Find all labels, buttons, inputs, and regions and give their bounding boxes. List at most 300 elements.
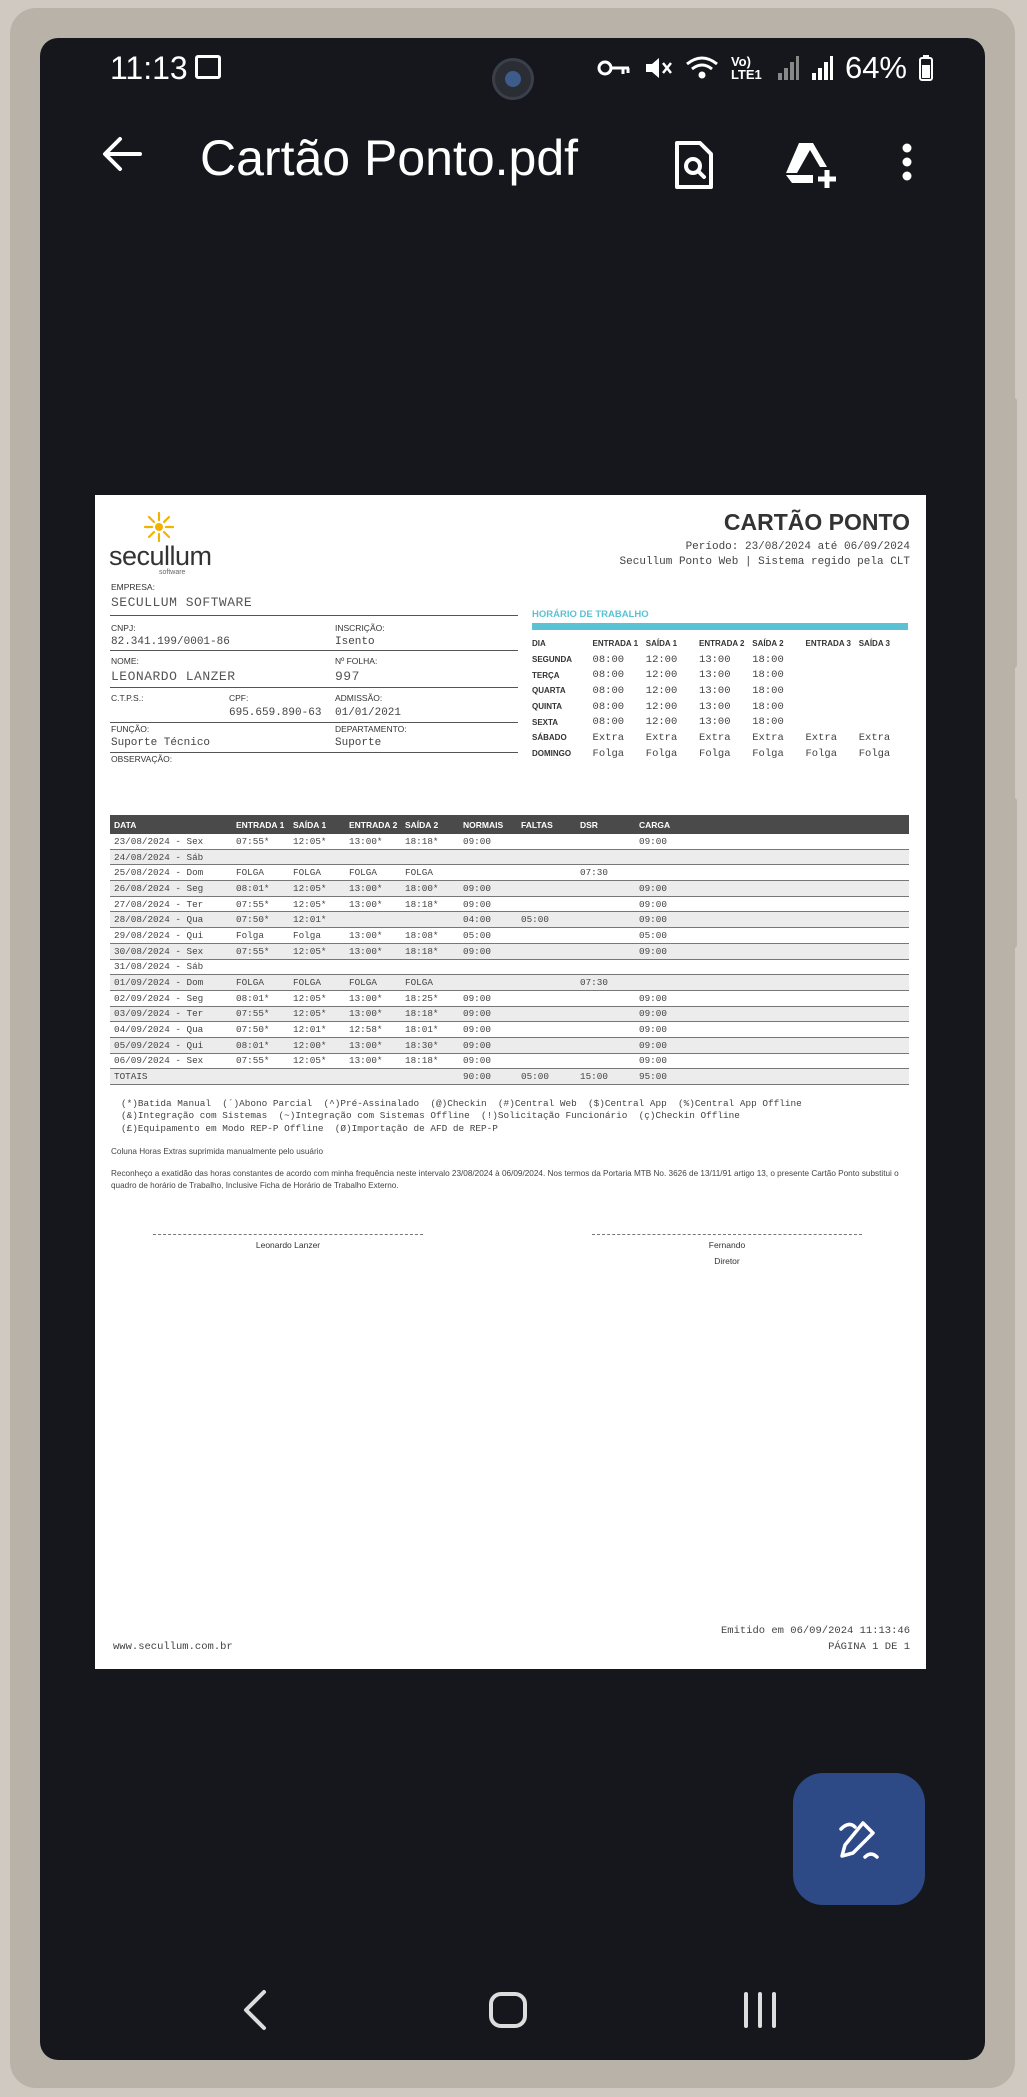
status-icons — [597, 50, 933, 86]
cpf-value: 695.659.890-63 — [229, 707, 322, 719]
punch-cell — [517, 990, 576, 1006]
punch-cell: 05:00 — [517, 1069, 576, 1085]
punch-cell — [576, 896, 635, 912]
punch-row — [110, 1022, 909, 1038]
nome-value: LEONARDO LANZER — [111, 669, 236, 684]
schedule-day: DOMINGO — [532, 749, 572, 759]
punch-cell: 13:00* — [345, 834, 401, 849]
punch-cell: 90:00 — [459, 1069, 517, 1085]
punch-cell: 07:55* — [232, 896, 289, 912]
punch-cell: 29/08/2024 - Qui — [110, 928, 232, 944]
punch-cell — [401, 1069, 459, 1085]
punch-cell: 06/09/2024 - Sex — [110, 1053, 232, 1069]
schedule-time: 08:00 — [592, 669, 625, 682]
manager-role: Diretor — [714, 1256, 740, 1266]
punch-cell: 12:00* — [289, 1037, 345, 1053]
punch-body — [110, 834, 909, 1085]
schedule-time: 13:00 — [699, 669, 731, 682]
punch-cell — [635, 959, 909, 975]
legend-line: (*)Batida Manual (´)Abono Parcial (^)Pré-Assinalado (@)Checkin (#)Central Web ($)Central App (%)Central App Offline — [121, 1098, 802, 1109]
punch-cell — [345, 849, 401, 865]
pen-icon — [833, 1813, 885, 1865]
punch-cell: 09:00 — [635, 881, 909, 897]
schedule-time — [805, 699, 858, 715]
punch-cell: 09:00 — [635, 1006, 909, 1022]
punch-cell: 13:00* — [345, 990, 401, 1006]
navigation-bar — [40, 1968, 985, 2058]
battery-percent: 64% — [844, 50, 907, 85]
punch-row — [110, 881, 909, 897]
punch-cell — [232, 849, 289, 865]
schedule-time: Extra — [752, 731, 784, 744]
schedule-day: TERÇA — [532, 670, 560, 680]
punch-cell — [517, 1037, 576, 1053]
punch-cell: 25/08/2024 - Dom — [110, 865, 232, 881]
schedule-row — [532, 683, 912, 699]
arrow-left-icon — [100, 134, 144, 174]
punch-cell: 09:00 — [635, 912, 909, 928]
punch-cell — [401, 849, 459, 865]
admissao-label: ADMISSÃO: — [335, 693, 383, 703]
punch-cell — [517, 1006, 576, 1022]
schedule-time: Extra — [592, 731, 625, 744]
punch-cell: FOLGA — [345, 975, 401, 991]
schedule-header: DIA — [532, 639, 546, 649]
page-title: Cartão Ponto.pdf — [200, 130, 579, 186]
ctps-label: C.T.P.S.: — [111, 693, 144, 703]
punch-cell: 15:00 — [576, 1069, 635, 1085]
punch-cell — [517, 881, 576, 897]
schedule-body — [532, 652, 912, 762]
punch-cell — [459, 849, 517, 865]
schedule-time — [859, 683, 912, 699]
employee-signature-name: Leonardo Lanzer — [255, 1240, 321, 1250]
punch-cell: FOLGA — [401, 865, 459, 881]
punch-cell: 09:00 — [635, 834, 909, 849]
punch-cell: 13:00* — [345, 1006, 401, 1022]
punch-cell — [576, 1006, 635, 1022]
admissao-value: 01/01/2021 — [335, 707, 402, 719]
punch-cell: 09:00 — [635, 896, 909, 912]
punch-cell — [232, 1069, 289, 1085]
punch-cell — [345, 1069, 401, 1085]
gallery-notification-icon — [195, 55, 221, 79]
divider — [110, 687, 518, 688]
punch-cell: Folga — [232, 928, 289, 944]
punch-cell — [576, 1037, 635, 1053]
legend-line: (£)Equipamento em Modo REP-P Offline (Ø)Importação de AFD de REP-P — [121, 1122, 498, 1134]
legend-line: (&)Integração com Sistemas (~)Integração com Sistemas Offline (!)Solicitação Funcionário (ç)Checkin Offline — [121, 1110, 740, 1122]
punch-cell: 28/08/2024 - Qua — [110, 912, 232, 928]
schedule-header: SAÍDA 1 — [645, 639, 678, 649]
punch-cell: 13:00* — [345, 1053, 401, 1069]
punch-row — [110, 928, 909, 944]
status-time: 11:13 — [110, 50, 188, 86]
punch-cell: 18:30* — [401, 1037, 459, 1053]
schedule-time: 13:00 — [699, 653, 731, 666]
nav-recents-icon — [740, 1988, 780, 2032]
note-extras: Coluna Horas Extras suprimida manualmente pelo usuário — [111, 1147, 324, 1156]
punch-header: NORMAIS — [459, 815, 517, 834]
punch-cell: 27/08/2024 - Ter — [110, 896, 232, 912]
punch-row — [110, 959, 909, 975]
punch-cell: 12:05* — [289, 834, 345, 849]
schedule-time: 13:00 — [699, 684, 731, 697]
punch-cell: 23/08/2024 - Sex — [110, 834, 232, 849]
add-to-drive-button[interactable] — [783, 140, 827, 184]
schedule-time: 18:00 — [752, 669, 784, 682]
punch-cell — [345, 959, 401, 975]
more-options-button[interactable] — [900, 140, 944, 184]
punch-cell — [517, 943, 576, 959]
punch-cell: FOLGA — [232, 865, 289, 881]
schedule-time: 13:00 — [699, 716, 731, 729]
signal-icon — [777, 55, 799, 81]
punch-cell: 12:01* — [289, 1022, 345, 1038]
punch-row — [110, 975, 909, 991]
schedule-time: 08:00 — [592, 700, 625, 713]
punch-cell: TOTAIS — [110, 1069, 232, 1085]
schedule-time: 08:00 — [592, 684, 625, 697]
schedule-day: SÁBADO — [532, 733, 567, 743]
punch-cell: 12:05* — [289, 1006, 345, 1022]
punch-cell — [517, 959, 576, 975]
punch-cell — [576, 943, 635, 959]
schedule-row — [532, 699, 912, 715]
punch-cell: 09:00 — [459, 896, 517, 912]
punch-cell — [459, 865, 517, 881]
punch-cell: 12:05* — [289, 896, 345, 912]
punch-cell — [576, 849, 635, 865]
screen — [40, 38, 985, 2060]
schedule-time: 12:00 — [645, 669, 678, 682]
mute-icon — [643, 55, 673, 81]
schedule-header-row — [532, 636, 912, 652]
punch-cell: 01/09/2024 - Dom — [110, 975, 232, 991]
punch-cell: 08:01* — [232, 881, 289, 897]
punch-row — [110, 912, 909, 928]
cnpj-label: CNPJ: — [111, 623, 136, 633]
schedule-time — [805, 652, 858, 668]
wifi-icon — [685, 55, 719, 81]
punch-cell: 18:25* — [401, 990, 459, 1006]
drive-add-icon — [783, 140, 839, 190]
punch-cell — [517, 896, 576, 912]
punch-cell: 05/09/2024 - Qui — [110, 1037, 232, 1053]
schedule-time — [859, 667, 912, 683]
punch-row — [110, 943, 909, 959]
key-icon — [597, 56, 631, 80]
punch-cell — [459, 975, 517, 991]
nav-home-button[interactable] — [488, 1988, 528, 2037]
punch-cell: 07:50* — [232, 1022, 289, 1038]
funcao-value: Suporte Técnico — [111, 737, 211, 749]
folha-value: 997 — [335, 669, 360, 684]
punch-cell — [517, 1053, 576, 1069]
schedule-row — [532, 746, 912, 762]
cpf-label: CPF: — [229, 693, 249, 703]
legend — [121, 1098, 802, 1135]
punch-cell — [459, 959, 517, 975]
punch-cell: 09:00 — [459, 1053, 517, 1069]
search-document-button[interactable] — [672, 140, 716, 184]
schedule-time — [859, 652, 912, 668]
punch-cell: 18:01* — [401, 1022, 459, 1038]
punch-cell: 07:50* — [232, 912, 289, 928]
schedule-time: Folga — [699, 747, 731, 760]
punch-cell: 09:00 — [459, 834, 517, 849]
schedule-time: Folga — [858, 747, 891, 760]
schedule-time: Folga — [645, 747, 678, 760]
punch-cell: 08:01* — [232, 990, 289, 1006]
signal-icon-2 — [811, 55, 833, 81]
schedule-time: Extra — [699, 731, 731, 744]
punch-row — [110, 990, 909, 1006]
punch-cell: 18:18* — [401, 834, 459, 849]
edit-fab-button[interactable] — [793, 1773, 925, 1905]
punch-cell: 04/09/2024 - Qua — [110, 1022, 232, 1038]
punch-row — [110, 1069, 909, 1085]
punch-cell: 04:00 — [459, 912, 517, 928]
departamento-value: Suporte — [335, 737, 382, 749]
punch-cell: FOLGA — [232, 975, 289, 991]
punch-cell: 09:00 — [635, 1022, 909, 1038]
punch-cell: 12:05* — [289, 990, 345, 1006]
schedule-time: 18:00 — [752, 700, 784, 713]
schedule-header: ENTRADA 2 — [699, 639, 745, 649]
punch-cell: 24/08/2024 - Sáb — [110, 849, 232, 865]
schedule-time: 12:00 — [645, 653, 678, 666]
punch-cell: 07:55* — [232, 834, 289, 849]
more-vert-icon — [900, 140, 914, 184]
punch-cell: 13:00* — [345, 1037, 401, 1053]
punch-cell — [289, 849, 345, 865]
punch-cell: 31/08/2024 - Sáb — [110, 959, 232, 975]
punch-table — [110, 815, 909, 1085]
schedule-time: 08:00 — [592, 716, 625, 729]
schedule-time: Extra — [858, 731, 891, 744]
punch-row — [110, 865, 909, 881]
schedule-time: 13:00 — [699, 700, 731, 713]
schedule-time: Folga — [752, 747, 784, 760]
schedule-row — [532, 730, 912, 746]
punch-row — [110, 896, 909, 912]
punch-cell: 07:55* — [232, 1053, 289, 1069]
punch-header: DATA — [110, 815, 232, 834]
punch-cell: 09:00 — [459, 990, 517, 1006]
schedule-time: 12:00 — [645, 716, 678, 729]
schedule-time: Extra — [645, 731, 678, 744]
inscricao-value: Isento — [335, 636, 375, 648]
schedule-accent-bar — [532, 623, 908, 630]
punch-cell: 08:01* — [232, 1037, 289, 1053]
punch-cell: 26/08/2024 - Seg — [110, 881, 232, 897]
punch-cell — [517, 928, 576, 944]
punch-cell: 09:00 — [635, 1053, 909, 1069]
employee-signature-line — [153, 1234, 423, 1235]
punch-header: DSR — [576, 815, 635, 834]
note-acknowledge: Reconheço a exatidão das horas constantes de acordo com minha frequência neste intervalo 23/08/2024 à 06/09/2024. Nos termos da Portaria MTB No. 3626 de 13/11/91 artigo 13, o presente Cartão Ponto substitui o quadro de horário de Trabalho, Inclusive Ficha de Horário de Trabalho Externo. — [111, 1169, 899, 1190]
punch-cell: 13:00* — [345, 881, 401, 897]
network-label: Vo) LTE1 — [730, 54, 762, 82]
volume-button — [1009, 398, 1017, 668]
punch-cell — [517, 1022, 576, 1038]
punch-cell — [517, 975, 576, 991]
divider — [110, 615, 518, 616]
punch-cell: 12:05* — [289, 1053, 345, 1069]
front-camera — [492, 58, 534, 100]
nav-back-button[interactable] — [240, 1988, 270, 2037]
schedule-table — [532, 636, 912, 762]
punch-cell: FOLGA — [401, 975, 459, 991]
nav-back-icon — [240, 1988, 270, 2032]
punch-cell: 07:55* — [232, 1006, 289, 1022]
punch-cell: 13:00* — [345, 943, 401, 959]
schedule-time — [805, 683, 858, 699]
punch-header: ENTRADA 2 — [345, 815, 401, 834]
schedule-time: 18:00 — [752, 653, 784, 666]
punch-cell: 09:00 — [635, 990, 909, 1006]
schedule-day: QUARTA — [532, 686, 566, 696]
cnpj-value: 82.341.199/0001-86 — [111, 636, 230, 648]
schedule-time — [859, 699, 912, 715]
punch-cell: 18:08* — [401, 928, 459, 944]
punch-cell: 07:30 — [576, 975, 635, 991]
punch-cell — [576, 881, 635, 897]
punch-cell — [576, 959, 635, 975]
punch-cell — [635, 849, 909, 865]
schedule-time: Folga — [805, 747, 837, 760]
folha-label: Nº FOLHA: — [335, 656, 378, 666]
punch-cell — [635, 865, 909, 881]
punch-cell: 18:18* — [401, 1053, 459, 1069]
punch-row — [110, 1053, 909, 1069]
schedule-title: HORÁRIO DE TRABALHO — [532, 609, 649, 620]
punch-cell: 09:00 — [459, 943, 517, 959]
schedule-time: 12:00 — [645, 700, 678, 713]
punch-cell — [345, 912, 401, 928]
punch-cell: 09:00 — [459, 1022, 517, 1038]
punch-cell — [576, 1053, 635, 1069]
punch-cell: 12:05* — [289, 943, 345, 959]
observacao-label: OBSERVAÇÃO: — [111, 754, 173, 764]
schedule-time: 18:00 — [752, 716, 784, 729]
schedule-day: QUINTA — [532, 702, 563, 712]
punch-cell: Folga — [289, 928, 345, 944]
punch-header: SAÍDA 1 — [289, 815, 345, 834]
punch-cell — [517, 865, 576, 881]
inscricao-label: INSCRIÇÃO: — [335, 623, 385, 633]
punch-row — [110, 849, 909, 865]
emitted-timestamp: Emitido em 06/09/2024 11:13:46 — [720, 1625, 910, 1637]
back-button[interactable] — [100, 134, 144, 181]
document-period: Período: 23/08/2024 até 06/09/2024 — [685, 541, 910, 553]
app-bar — [40, 118, 985, 198]
departamento-label: DEPARTAMENTO: — [335, 724, 407, 734]
nav-recents-button[interactable] — [740, 1988, 780, 2037]
schedule-time — [805, 714, 858, 730]
punch-cell: 13:00* — [345, 928, 401, 944]
punch-cell: 05:00 — [459, 928, 517, 944]
punch-cell — [576, 990, 635, 1006]
punch-cell: 18:00* — [401, 881, 459, 897]
punch-cell: 95:00 — [635, 1069, 909, 1085]
schedule-day: SEGUNDA — [532, 655, 573, 665]
punch-cell: 05:00 — [517, 912, 576, 928]
punch-cell: 09:00 — [635, 1037, 909, 1053]
punch-row — [110, 1037, 909, 1053]
punch-cell — [401, 912, 459, 928]
pdf-page[interactable] — [95, 495, 926, 1669]
power-button — [1009, 798, 1017, 948]
schedule-time — [805, 667, 858, 683]
punch-cell: 07:55* — [232, 943, 289, 959]
divider — [110, 752, 518, 753]
punch-cell: 13:00* — [345, 896, 401, 912]
punch-header: SAÍDA 2 — [401, 815, 459, 834]
punch-header-row — [110, 815, 909, 834]
find-in-page-icon — [672, 140, 716, 190]
punch-header: ENTRADA 1 — [232, 815, 289, 834]
document-system: Secullum Ponto Web | Sistema regido pela CLT — [619, 556, 910, 568]
punch-cell: 18:18* — [401, 943, 459, 959]
empresa-value: SECULLUM SOFTWARE — [111, 595, 253, 610]
punch-cell — [576, 1022, 635, 1038]
empresa-label: EMPRESA: — [111, 582, 155, 592]
divider — [110, 722, 518, 723]
punch-cell — [576, 928, 635, 944]
punch-cell: 12:05* — [289, 881, 345, 897]
schedule-header: ENTRADA 1 — [592, 639, 639, 649]
document-title: CARTÃO PONTO — [723, 509, 910, 535]
punch-cell — [289, 959, 345, 975]
schedule-row — [532, 652, 912, 668]
page-number: PÁGINA 1 DE 1 — [828, 1641, 910, 1653]
punch-cell: FOLGA — [289, 975, 345, 991]
punch-cell: 02/09/2024 - Seg — [110, 990, 232, 1006]
punch-cell: FOLGA — [289, 865, 345, 881]
punch-cell — [401, 959, 459, 975]
schedule-time: 12:00 — [645, 684, 678, 697]
punch-cell — [576, 912, 635, 928]
punch-cell: 07:30 — [576, 865, 635, 881]
funcao-label: FUNÇÃO: — [111, 724, 150, 734]
punch-cell: 30/08/2024 - Sex — [110, 943, 232, 959]
schedule-time: 08:00 — [592, 653, 625, 666]
punch-cell — [576, 834, 635, 849]
punch-cell: 09:00 — [459, 1006, 517, 1022]
nav-home-icon — [488, 1988, 528, 2032]
schedule-time: Extra — [805, 731, 837, 744]
website: www.secullum.com.br — [113, 1641, 233, 1653]
logo-subtitle: software — [159, 569, 186, 576]
punch-cell — [289, 1069, 345, 1085]
punch-cell: 18:18* — [401, 1006, 459, 1022]
punch-cell: 09:00 — [459, 1037, 517, 1053]
punch-cell: 09:00 — [635, 943, 909, 959]
battery-icon — [919, 55, 933, 81]
punch-cell: 05:00 — [635, 928, 909, 944]
punch-cell: FOLGA — [345, 865, 401, 881]
punch-cell: 12:01* — [289, 912, 345, 928]
punch-cell — [635, 975, 909, 991]
manager-signature-name: Fernando — [708, 1240, 746, 1250]
punch-header: CARGA — [635, 815, 909, 834]
logo-wordmark: secullum — [109, 541, 212, 571]
nome-label: NOME: — [111, 656, 139, 666]
divider — [110, 650, 518, 651]
punch-cell: 18:18* — [401, 896, 459, 912]
